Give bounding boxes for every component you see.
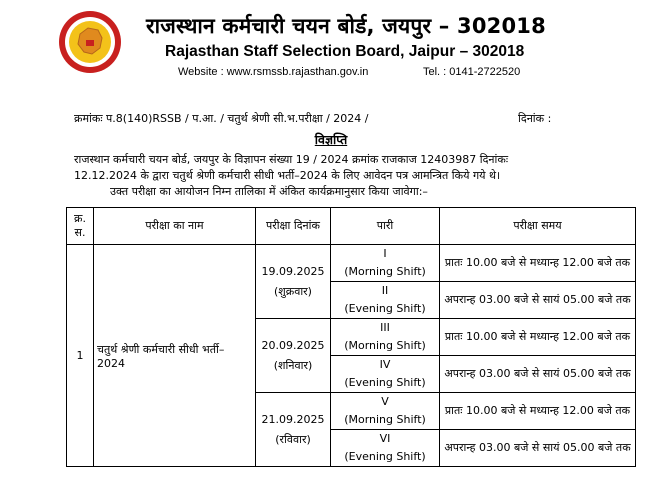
cell-time-6: अपरान्ह 03.00 बजे से सायं 05.00 बजे तक [440,430,636,467]
notice-paragraph-line2: 12.12.2024 के द्वारा चतुर्थ श्रेणी कर्मचारी सीधी भर्ती–2024 के लिए आवेदन पत्र आमन्त्रित किये गये थे। [74,169,501,182]
shift-roman: II [381,284,389,297]
date-value: 20.09.2025 [261,338,325,352]
cell-sno: 1 [67,245,94,467]
shift-name: (Evening Shift) [344,376,426,389]
cell-shift-6 [331,430,440,467]
shift-roman: VI [379,432,391,445]
cell-time-1: प्रातः 10.00 बजे से मध्यान्ह 12.00 बजे तक [440,245,636,282]
cell-shift-3 [331,319,440,356]
board-title-hindi: राजस्थान कर्मचारी चयन बोर्ड, जयपुर – 302018 [146,14,546,38]
exam-schedule-table [66,207,636,467]
letterhead [0,0,662,95]
weekday-value: (रविवार) [275,432,311,446]
header-exam-time: परीक्षा समय [440,208,636,245]
header-exam-name: परीक्षा का नाम [94,208,256,245]
cell-time-2: अपरान्ह 03.00 बजे से सायं 05.00 बजे तक [440,282,636,319]
shift-roman: I [383,247,387,260]
rssb-emblem-logo [58,10,122,74]
weekday-value: (शुक्रवार) [274,284,312,298]
cell-time-3: प्रातः 10.00 बजे से मध्यान्ह 12.00 बजे तक [440,319,636,356]
cell-time-4: अपरान्ह 03.00 बजे से सायं 05.00 बजे तक [440,356,636,393]
header-shift: पारी [331,208,440,245]
date-label: दिनांक : [518,112,552,125]
shift-name: (Morning Shift) [344,265,426,278]
shift-name: (Evening Shift) [344,450,426,463]
weekday-value: (शनिवार) [273,358,313,372]
shift-name: (Evening Shift) [344,302,426,315]
shift-roman: IV [379,358,391,371]
reference-number: क्रमांकः प.8(140)RSSB / प.आ. / चतुर्थ श्रेणी सी.भ.परीक्षा / 2024 / [74,112,369,125]
date-value: 19.09.2025 [261,264,325,278]
website-text: Website : www.rsmssb.rajasthan.gov.in [178,66,369,78]
date-value: 21.09.2025 [261,412,325,426]
cell-date-1 [256,245,331,319]
notice-paragraph-line1: राजस्थान कर्मचारी चयन बोर्ड, जयपुर के विज्ञापन संख्या 19 / 2024 क्रमांक राजकाज 12403987 दिनांकः [74,153,509,166]
cell-shift-1 [331,245,440,282]
shift-name: (Morning Shift) [344,413,426,426]
shift-name: (Morning Shift) [344,339,426,352]
shift-roman: V [381,395,389,408]
cell-shift-4 [331,356,440,393]
cell-shift-5 [331,393,440,430]
header-sno: क्र. स. [67,208,94,245]
notice-title [0,131,662,148]
cell-exam-name: चतुर्थ श्रेणी कर्मचारी सीधी भर्ती–2024 [94,245,256,467]
cell-date-3 [256,393,331,467]
telephone-text: Tel. : 0141-2722520 [423,66,521,78]
notice-paragraph-line3: उक्त परीक्षा का आयोजन निम्न तालिका में अंकित कार्यक्रमानुसार किया जावेगा:– [110,185,428,198]
cell-date-2 [256,319,331,393]
cell-shift-2 [331,282,440,319]
table-header-row [67,208,636,245]
header-exam-date: परीक्षा दिनांक [256,208,331,245]
notice-title-text: विज्ञप्ति [314,132,348,147]
shift-roman: III [380,321,390,334]
cell-time-5: प्रातः 10.00 बजे से मध्यान्ह 12.00 बजे तक [440,393,636,430]
table-row [67,245,636,282]
board-title-english: Rajasthan Staff Selection Board, Jaipur – 302018 [165,43,525,60]
